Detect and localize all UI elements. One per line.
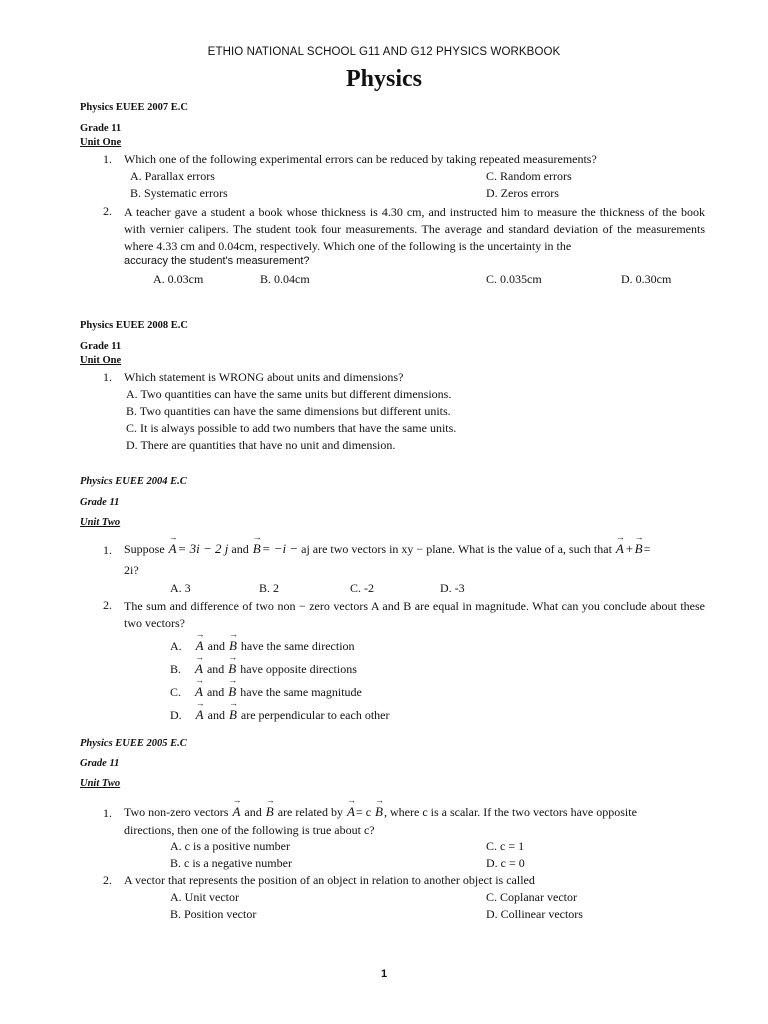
equation-a: = 3i − 2 j xyxy=(177,541,229,556)
plus-sign: + xyxy=(624,541,634,556)
vector-b: → B xyxy=(227,661,237,677)
question-formula-line xyxy=(124,541,650,557)
option-c: C. It is always possible to add two numbers that have the same units. xyxy=(126,421,457,435)
option-b: B. Position vector xyxy=(170,907,257,921)
section-exam-2007: Physics EUEE 2007 E.C xyxy=(80,102,188,113)
vector-b: → B xyxy=(228,707,238,723)
option-a: A. c is a positive number xyxy=(170,839,290,853)
vector-b: → B xyxy=(227,684,237,700)
text: aj are two vectors in xy − plane. What is the value of a, such that xyxy=(301,542,612,556)
question-number: 1. xyxy=(103,806,112,820)
section-grade: Grade 11 xyxy=(80,497,120,508)
section-unit: Unit One xyxy=(80,355,122,366)
question-number: 2. xyxy=(103,873,112,887)
section-exam-2008: Physics EUEE 2008 E.C xyxy=(80,320,188,331)
vector-a: → A xyxy=(615,541,625,557)
question-text: Which statement is WRONG about units and dimensions? xyxy=(124,370,404,384)
option-d: D. Zeros errors xyxy=(486,186,559,200)
question-formula-line xyxy=(124,804,637,820)
vector-a: → A xyxy=(194,684,204,700)
option-a: A. Unit vector xyxy=(170,890,239,904)
option-letter: B. xyxy=(170,662,182,676)
text: are perpendicular to each other xyxy=(240,708,390,722)
text: , where c is a scalar. If the two vectors have opposite xyxy=(384,805,637,819)
vector-a: → A xyxy=(195,638,205,654)
option-b: B. Systematic errors xyxy=(130,186,228,200)
vector-a: → A xyxy=(195,707,205,723)
question-number: 1. xyxy=(103,370,112,384)
question-text: A teacher gave a student a book whose thickness is 4.30 cm, and instructed him to measure the thickness of the book with vernier calipers. The student took four measurements. The average and standard deviation of the measurements where 4.33 cm and 0.04cm, respectively. Which one of the following is the uncertainty in the xyxy=(124,205,705,253)
question-text-line2: directions, then one of the following is true about c? xyxy=(124,823,375,837)
equals-sign: = xyxy=(643,542,651,556)
text: and xyxy=(206,662,225,676)
option-b: B. Two quantities can have the same dimensions but different units. xyxy=(126,404,451,418)
vector-b: → B xyxy=(374,804,384,820)
vector-b: → B xyxy=(228,638,238,654)
equation-b: = −i − xyxy=(261,541,299,556)
question-text: Which one of the following experimental errors can be reduced by taking repeated measurements? xyxy=(124,152,597,166)
option-d: D. 0.30cm xyxy=(621,272,672,286)
page-number: 1 xyxy=(380,968,388,980)
option-a: A. 3 xyxy=(170,581,191,595)
text: and xyxy=(244,805,262,819)
section-unit: Unit Two xyxy=(80,517,121,528)
vector-a: → A xyxy=(168,541,178,557)
text: have the same direction xyxy=(240,639,355,653)
question-number: 2. xyxy=(103,598,112,612)
text: and xyxy=(207,708,225,722)
text: Suppose xyxy=(124,542,165,556)
option-b: B. 2 xyxy=(259,581,280,595)
section-unit: Unit Two xyxy=(80,778,121,789)
option-d: D. c = 0 xyxy=(486,856,525,870)
option-letter: D. xyxy=(170,708,182,722)
option-a: A. Parallax errors xyxy=(130,169,215,183)
text: have opposite directions xyxy=(240,662,357,676)
text: are related by xyxy=(277,805,343,819)
vector-b: → B xyxy=(252,541,262,557)
option-letter: C. xyxy=(170,685,182,699)
option-c: C. Random errors xyxy=(486,169,572,183)
option-d: D. There are quantities that have no unit and dimension. xyxy=(126,438,396,452)
section-grade: Grade 11 xyxy=(80,341,122,352)
text: and xyxy=(207,639,225,653)
running-header: ETHIO NATIONAL SCHOOL G11 AND G12 PHYSICS WORKBOOK xyxy=(207,46,561,58)
question-number: 2. xyxy=(103,204,112,218)
question-text: The sum and difference of two non − zero vectors A and B are equal in magnitude. What can you conclude about these two vectors? xyxy=(124,599,705,630)
option-c: C. Coplanar vector xyxy=(486,890,577,904)
question-number: 1. xyxy=(103,152,112,166)
text: and xyxy=(231,542,249,556)
question-text: A vector that represents the position of an object in relation to another object is called xyxy=(124,873,535,887)
option-letter: A. xyxy=(170,639,182,653)
option-a: A. 0.03cm xyxy=(153,272,204,286)
vector-b: → B xyxy=(265,804,275,820)
option-d: D. -3 xyxy=(440,581,465,595)
text: have the same magnitude xyxy=(240,685,362,699)
question-text-end: accuracy the student's measurement? xyxy=(124,255,310,267)
option-d xyxy=(170,707,390,723)
option-d: D. Collinear vectors xyxy=(486,907,583,921)
page-title: Physics xyxy=(345,66,422,92)
option-b: B. c is a negative number xyxy=(170,856,292,870)
vector-b: → B xyxy=(634,541,644,557)
vector-a: → A xyxy=(194,661,204,677)
text: Two non-zero vectors xyxy=(124,805,229,819)
option-a: A. Two quantities can have the same units but different dimensions. xyxy=(126,387,452,401)
section-exam-2005: Physics EUEE 2005 E.C xyxy=(80,738,187,749)
text: and xyxy=(206,685,225,699)
section-exam-2004: Physics EUEE 2004 E.C xyxy=(80,476,187,487)
option-c: C. c = 1 xyxy=(486,839,525,853)
option-c: C. -2 xyxy=(350,581,374,595)
option-b: B. 0.04cm xyxy=(260,272,310,286)
question-text-line2: 2i? xyxy=(124,563,139,577)
section-grade: Grade 11 xyxy=(80,123,122,134)
vector-a: → A xyxy=(346,804,356,820)
option-c: C. 0.035cm xyxy=(486,272,542,286)
section-unit: Unit One xyxy=(80,137,122,148)
section-grade: Grade 11 xyxy=(80,758,120,769)
equation: = c xyxy=(355,805,372,819)
question-number: 1. xyxy=(103,543,112,557)
vector-a: → A xyxy=(231,804,241,820)
